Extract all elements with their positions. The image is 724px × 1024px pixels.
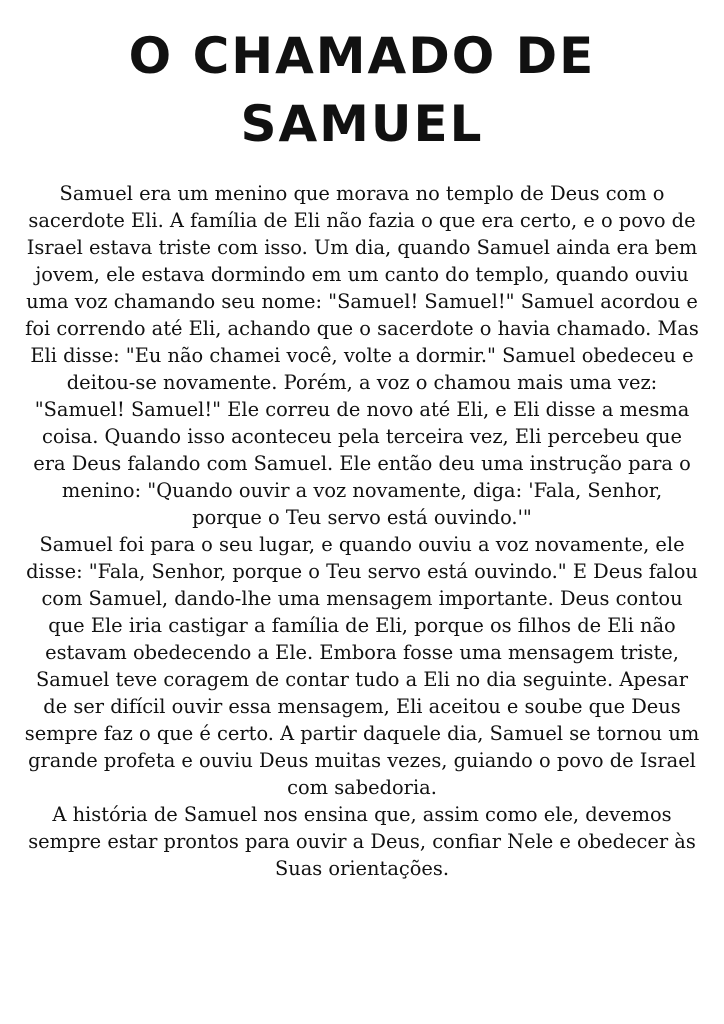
page-title — [24, 22, 700, 158]
story-paragraph-3: A história de Samuel nos ensina que, assim como ele, devemos sempre estar prontos para ouvir a Deus, confiar Nele e obedecer às Suas orientações. — [28, 803, 696, 880]
story-paragraph-1: Samuel era um menino que morava no templo de Deus com o sacerdote Eli. A família de Eli não fazia o que era certo, e o povo de Israel estava triste com isso. Um dia, quando Samuel ainda era bem jovem, ele estava dormindo em um canto do templo, quando ouviu uma voz chamando seu nome: "Samuel! Samuel!" Samuel acordou e foi correndo até Eli, achando que o sacerdote o havia chamado. Mas Eli disse: "Eu não chamei você, volte a dormir." Samuel obedeceu e deitou-se novamente. Porém, a voz o chamou mais uma vez: "Samuel! Samuel!" Ele correu de novo até Eli, e Eli disse a mesma coisa. Quando isso aconteceu pela terceira vez, Eli percebeu que era Deus falando com Samuel. Ele então deu uma instrução para o menino: "Quando ouvir a voz novamente, diga: 'Fala, Senhor, porque o Teu servo está ouvindo.'" — [25, 182, 699, 529]
page-title-line-2: SAMUEL — [240, 95, 484, 153]
story-body — [24, 180, 700, 882]
story-paragraph-2: Samuel foi para o seu lugar, e quando ouviu a voz novamente, ele disse: "Fala, Senhor, porque o Teu servo está ouvindo." E Deus falou com Samuel, dando-lhe uma mensagem importante. Deus contou que Ele iria castigar a família de Eli, porque os filhos de Eli não estavam obedecendo a Ele. Embora fosse uma mensagem triste, Samuel teve coragem de contar tudo a Eli no dia seguinte. Apesar de ser difícil ouvir essa mensagem, Eli aceitou e soube que Deus sempre faz o que é certo. A partir daquele dia, Samuel se tornou um grande profeta e ouviu Deus muitas vezes, guiando o povo de Israel com sabedoria. — [24, 533, 700, 799]
page-title-line-1: O CHAMADO DE — [128, 27, 596, 85]
